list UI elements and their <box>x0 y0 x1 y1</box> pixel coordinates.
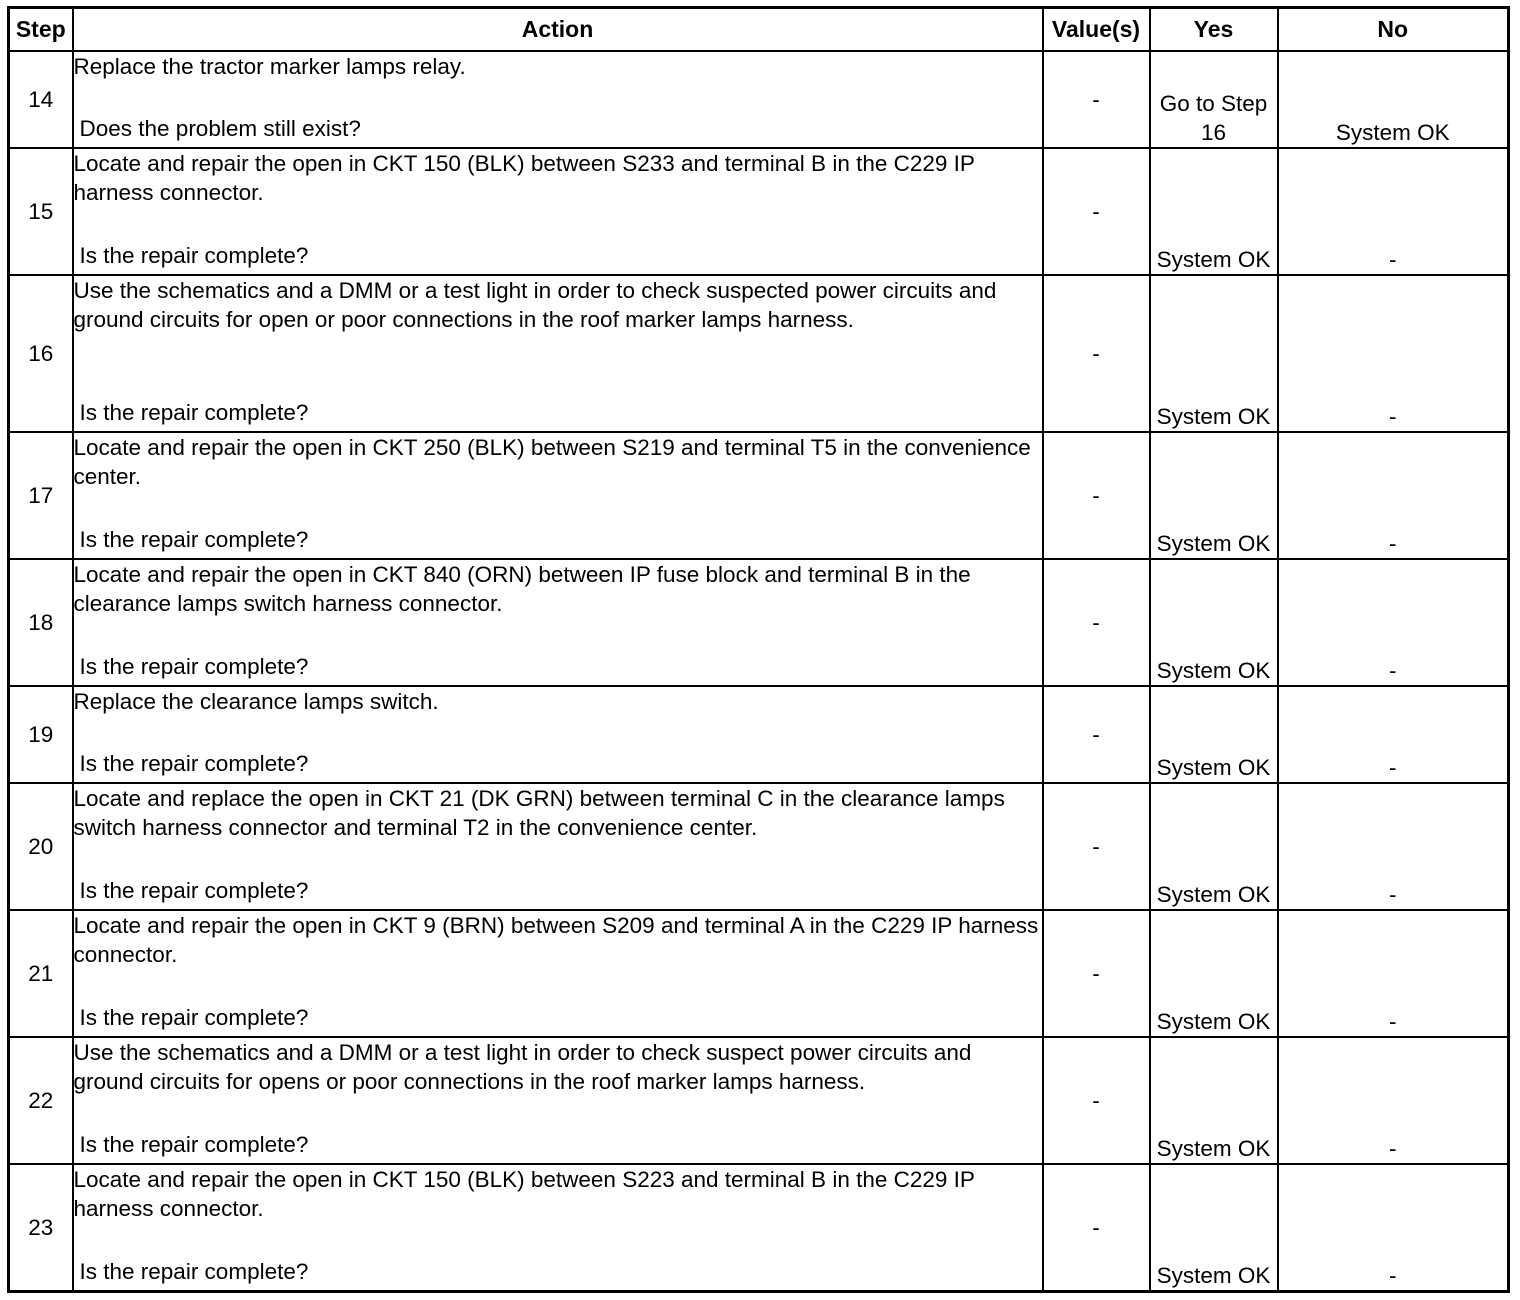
no-cell: - <box>1278 432 1509 559</box>
header-action: Action <box>73 8 1043 52</box>
action-cell <box>73 148 1043 275</box>
step-cell: 15 <box>9 148 73 275</box>
step-cell: 20 <box>9 783 73 910</box>
table-row <box>9 686 1509 783</box>
step-cell: 17 <box>9 432 73 559</box>
value-cell: - <box>1043 1037 1150 1164</box>
yes-cell: System OK <box>1150 432 1278 559</box>
table-row <box>9 148 1509 275</box>
value-cell: - <box>1043 148 1150 275</box>
action-question: Does the problem still exist? <box>79 116 361 141</box>
action-cell <box>73 51 1043 148</box>
action-instruction: Locate and repair the open in CKT 840 (ORN) between IP fuse block and terminal B in the clearance lamps switch harness connector. <box>73 562 971 616</box>
action-cell <box>73 686 1043 783</box>
value-cell: - <box>1043 783 1150 910</box>
action-question: Is the repair complete? <box>79 243 309 268</box>
no-cell: - <box>1278 686 1509 783</box>
value-cell: - <box>1043 559 1150 686</box>
action-question: Is the repair complete? <box>79 1132 309 1157</box>
action-question: Is the repair complete? <box>79 654 309 679</box>
no-cell: System OK <box>1278 51 1509 148</box>
yes-cell: System OK <box>1150 275 1278 432</box>
table-body <box>9 51 1509 1291</box>
step-cell: 18 <box>9 559 73 686</box>
no-cell: - <box>1278 275 1509 432</box>
table-row <box>9 51 1509 148</box>
header-values: Value(s) <box>1043 8 1150 52</box>
action-instruction: Use the schematics and a DMM or a test light in order to check suspect power circuits and ground circuits for opens or poor connections in the roof marker lamps harness. <box>73 1040 972 1094</box>
step-cell: 16 <box>9 275 73 432</box>
action-instruction: Replace the clearance lamps switch. <box>73 689 439 714</box>
header-step: Step <box>9 8 73 52</box>
yes-cell: System OK <box>1150 148 1278 275</box>
yes-cell: System OK <box>1150 686 1278 783</box>
step-cell: 14 <box>9 51 73 148</box>
action-cell <box>73 275 1043 432</box>
header-no: No <box>1278 8 1509 52</box>
table-row <box>9 1037 1509 1164</box>
no-cell: - <box>1278 148 1509 275</box>
action-cell <box>73 1037 1043 1164</box>
value-cell: - <box>1043 51 1150 148</box>
action-question: Is the repair complete? <box>79 400 309 425</box>
yes-cell: System OK <box>1150 559 1278 686</box>
action-cell <box>73 559 1043 686</box>
action-instruction: Locate and repair the open in CKT 150 (BLK) between S223 and terminal B in the C229 IP harness connector. <box>73 1167 975 1221</box>
step-cell: 23 <box>9 1164 73 1291</box>
yes-cell: Go to Step 16 <box>1150 51 1278 148</box>
action-cell <box>73 910 1043 1037</box>
no-cell: - <box>1278 1037 1509 1164</box>
step-cell: 21 <box>9 910 73 1037</box>
action-question: Is the repair complete? <box>79 1258 309 1284</box>
action-instruction: Locate and repair the open in CKT 9 (BRN) between S209 and terminal A in the C229 IP harness connector. <box>73 913 1039 967</box>
action-cell <box>73 432 1043 559</box>
action-instruction: Locate and replace the open in CKT 21 (DK GRN) between terminal C in the clearance lamps switch harness connector and terminal T2 in the convenience center. <box>73 786 1005 840</box>
no-cell: - <box>1278 783 1509 910</box>
action-instruction: Locate and repair the open in CKT 150 (BLK) between S233 and terminal B in the C229 IP harness connector. <box>73 151 975 205</box>
value-cell: - <box>1043 1164 1150 1291</box>
action-cell <box>73 1164 1043 1291</box>
action-instruction: Use the schematics and a DMM or a test light in order to check suspected power circuits and ground circuits for open or poor connections in the roof marker lamps harness. <box>73 278 997 332</box>
no-cell: - <box>1278 1164 1509 1291</box>
header-yes: Yes <box>1150 8 1278 52</box>
yes-cell: System OK <box>1150 1037 1278 1164</box>
no-cell: - <box>1278 559 1509 686</box>
value-cell: - <box>1043 686 1150 783</box>
yes-cell: System OK <box>1150 1164 1278 1291</box>
action-instruction: Locate and repair the open in CKT 250 (BLK) between S219 and terminal T5 in the convenience center. <box>73 435 1031 489</box>
action-question: Is the repair complete? <box>79 878 309 903</box>
yes-cell: System OK <box>1150 910 1278 1037</box>
value-cell: - <box>1043 910 1150 1037</box>
header-row <box>9 8 1509 52</box>
table-row <box>9 559 1509 686</box>
table-row <box>9 275 1509 432</box>
action-question: Is the repair complete? <box>79 751 309 776</box>
table-row <box>9 910 1509 1037</box>
yes-cell: System OK <box>1150 783 1278 910</box>
table-row <box>9 1164 1509 1291</box>
action-question: Is the repair complete? <box>79 527 309 552</box>
action-question: Is the repair complete? <box>79 1005 309 1030</box>
value-cell: - <box>1043 432 1150 559</box>
table-row <box>9 783 1509 910</box>
action-instruction: Replace the tractor marker lamps relay. <box>73 54 466 79</box>
step-cell: 22 <box>9 1037 73 1164</box>
diagnostic-table <box>7 6 1510 1293</box>
step-cell: 19 <box>9 686 73 783</box>
action-cell <box>73 783 1043 910</box>
table-row <box>9 432 1509 559</box>
no-cell: - <box>1278 910 1509 1037</box>
value-cell: - <box>1043 275 1150 432</box>
